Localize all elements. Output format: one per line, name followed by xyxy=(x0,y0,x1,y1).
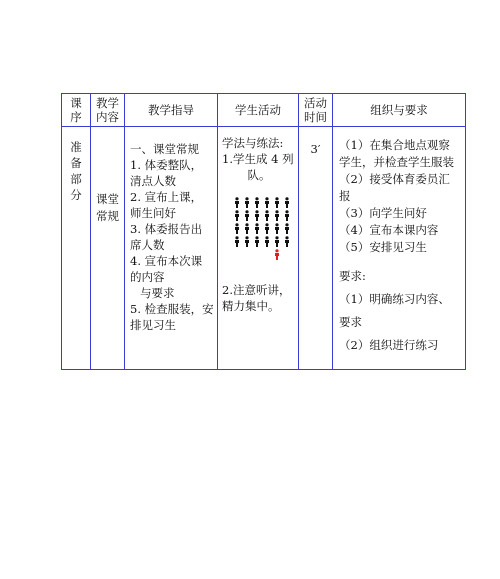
header-content xyxy=(91,94,125,127)
student-figure-icon-slot xyxy=(282,197,292,210)
student-figure-icon xyxy=(243,223,251,234)
student-figure-icon-slot xyxy=(252,223,262,236)
guidance-line: 与要求 xyxy=(140,286,175,300)
student-figure-icon xyxy=(253,197,261,208)
guidance-line: 2. 宣布上课， xyxy=(130,190,203,204)
formation-row xyxy=(232,223,292,236)
student-figure-icon-slot xyxy=(252,210,262,223)
lesson-plan-table xyxy=(61,93,466,370)
student-figure-icon-slot xyxy=(262,236,272,249)
student-methods-title: 学法与练法: xyxy=(222,136,284,150)
student-figure-icon xyxy=(243,197,251,208)
student-figure-icon-slot xyxy=(262,197,272,210)
formation-row xyxy=(232,210,292,223)
header-time-line1: 活动 xyxy=(304,96,327,110)
time-cell: 3′ xyxy=(299,127,333,370)
student-figure-icon xyxy=(273,223,281,234)
student-figure-icon-slot xyxy=(242,197,252,210)
guidance-line: 的内容 xyxy=(130,270,165,284)
student-figure-icon-slot xyxy=(252,197,262,210)
guidance-line: 3. 体委报告出 xyxy=(130,222,203,236)
guidance-cell xyxy=(125,127,218,370)
student-note1: 2.注意听讲， xyxy=(222,283,291,297)
student-line1: 1.学生成 4 列 xyxy=(222,152,294,166)
student-figure-icon-slot xyxy=(282,236,292,249)
student-line1b: 队。 xyxy=(247,168,271,182)
student-figure-icon xyxy=(263,210,271,221)
header-guidance: 教学指导 xyxy=(125,94,218,127)
header-row xyxy=(62,94,466,127)
student-figure-icon-slot xyxy=(272,223,282,236)
student-figure-icon xyxy=(253,223,261,234)
org-item: （2）接受体育委员汇 xyxy=(339,172,450,186)
org-requirement: （1）明确练习内容、 xyxy=(339,292,450,306)
guidance-title: 一、课堂常规 xyxy=(130,142,199,156)
student-figure-icon-slot xyxy=(272,197,282,210)
student-figure-icon xyxy=(253,210,261,221)
org-requirements-title: 要求: xyxy=(339,269,366,283)
header-order-line1: 课 xyxy=(70,96,82,110)
student-figure-icon xyxy=(273,210,281,221)
student-figure-icon xyxy=(263,236,271,247)
section-char-3: 部 xyxy=(70,172,82,186)
student-figure-icon-slot xyxy=(282,210,292,223)
org-requirement: 要求 xyxy=(339,315,362,329)
header-time-line2: 时间 xyxy=(304,110,327,124)
content-line2: 常规 xyxy=(96,209,119,223)
section-char-2: 备 xyxy=(70,156,82,170)
student-figure-icon-slot xyxy=(272,236,282,249)
student-cell xyxy=(218,127,299,370)
student-figure-icon-slot xyxy=(262,210,272,223)
header-order-line2: 序 xyxy=(70,110,82,124)
org-item: 学生，并检查学生服装 xyxy=(339,155,454,169)
teacher-figure-icon-slot xyxy=(272,249,282,262)
student-figure-icon-slot xyxy=(242,236,252,249)
header-content-line1: 教学 xyxy=(96,96,119,110)
guidance-line: 4. 宣布本次课 xyxy=(130,254,203,268)
student-figure-icon xyxy=(283,236,291,247)
org-item: （1）在集合地点观察 xyxy=(339,138,450,152)
student-figure-icon-slot xyxy=(232,223,242,236)
formation-row xyxy=(232,236,292,249)
student-figure-icon xyxy=(233,210,241,221)
org-item: 报 xyxy=(339,189,351,203)
student-figure-icon-slot xyxy=(232,210,242,223)
teacher-row xyxy=(232,249,292,262)
student-figure-icon xyxy=(253,236,261,247)
header-time xyxy=(299,94,333,127)
student-figure-icon-slot xyxy=(232,236,242,249)
student-note2: 精力集中。 xyxy=(222,299,280,313)
student-figure-icon xyxy=(263,197,271,208)
guidance-line: 师生问好 xyxy=(130,206,176,220)
org-item: （3）向学生问好 xyxy=(339,206,427,220)
student-figure-icon xyxy=(233,236,241,247)
preparation-row xyxy=(62,127,466,370)
section-cell xyxy=(62,127,91,370)
section-char-1: 准 xyxy=(70,140,82,154)
guidance-line: 排见习生 xyxy=(130,318,176,332)
student-figure-icon-slot xyxy=(252,236,262,249)
student-figure-icon xyxy=(233,223,241,234)
student-figure-icon-slot xyxy=(262,223,272,236)
four-column-formation-diagram xyxy=(232,197,292,262)
teacher-figure-icon xyxy=(273,249,281,260)
guidance-line: 1. 体委整队， xyxy=(130,158,203,172)
student-figure-icon xyxy=(243,210,251,221)
org-requirement: （2）组织进行练习 xyxy=(339,338,439,352)
guidance-line: 5. 检查服装，安 xyxy=(130,302,214,316)
formation-row xyxy=(232,197,292,210)
student-figure-icon xyxy=(263,223,271,234)
student-figure-icon xyxy=(273,197,281,208)
student-figure-icon-slot xyxy=(242,223,252,236)
student-figure-icon-slot xyxy=(242,210,252,223)
header-org: 组织与要求 xyxy=(333,94,466,127)
guidance-line: 清点人数 xyxy=(130,174,176,188)
student-figure-icon xyxy=(283,223,291,234)
header-content-line2: 内容 xyxy=(96,110,119,124)
section-char-4: 分 xyxy=(70,188,82,202)
org-item: （4）宣布本课内容 xyxy=(339,223,439,237)
header-order xyxy=(62,94,91,127)
student-figure-icon xyxy=(283,210,291,221)
student-figure-icon xyxy=(243,236,251,247)
student-figure-icon xyxy=(233,197,241,208)
guidance-line: 席人数 xyxy=(130,238,165,252)
content-line1: 课堂 xyxy=(96,192,119,206)
student-figure-icon xyxy=(283,197,291,208)
org-cell xyxy=(333,127,466,370)
org-item: （5）安排见习生 xyxy=(339,240,427,254)
student-figure-icon-slot xyxy=(272,210,282,223)
header-student: 学生活动 xyxy=(218,94,299,127)
student-figure-icon xyxy=(273,236,281,247)
student-figure-icon-slot xyxy=(232,197,242,210)
student-figure-icon-slot xyxy=(282,223,292,236)
content-cell xyxy=(91,127,125,370)
